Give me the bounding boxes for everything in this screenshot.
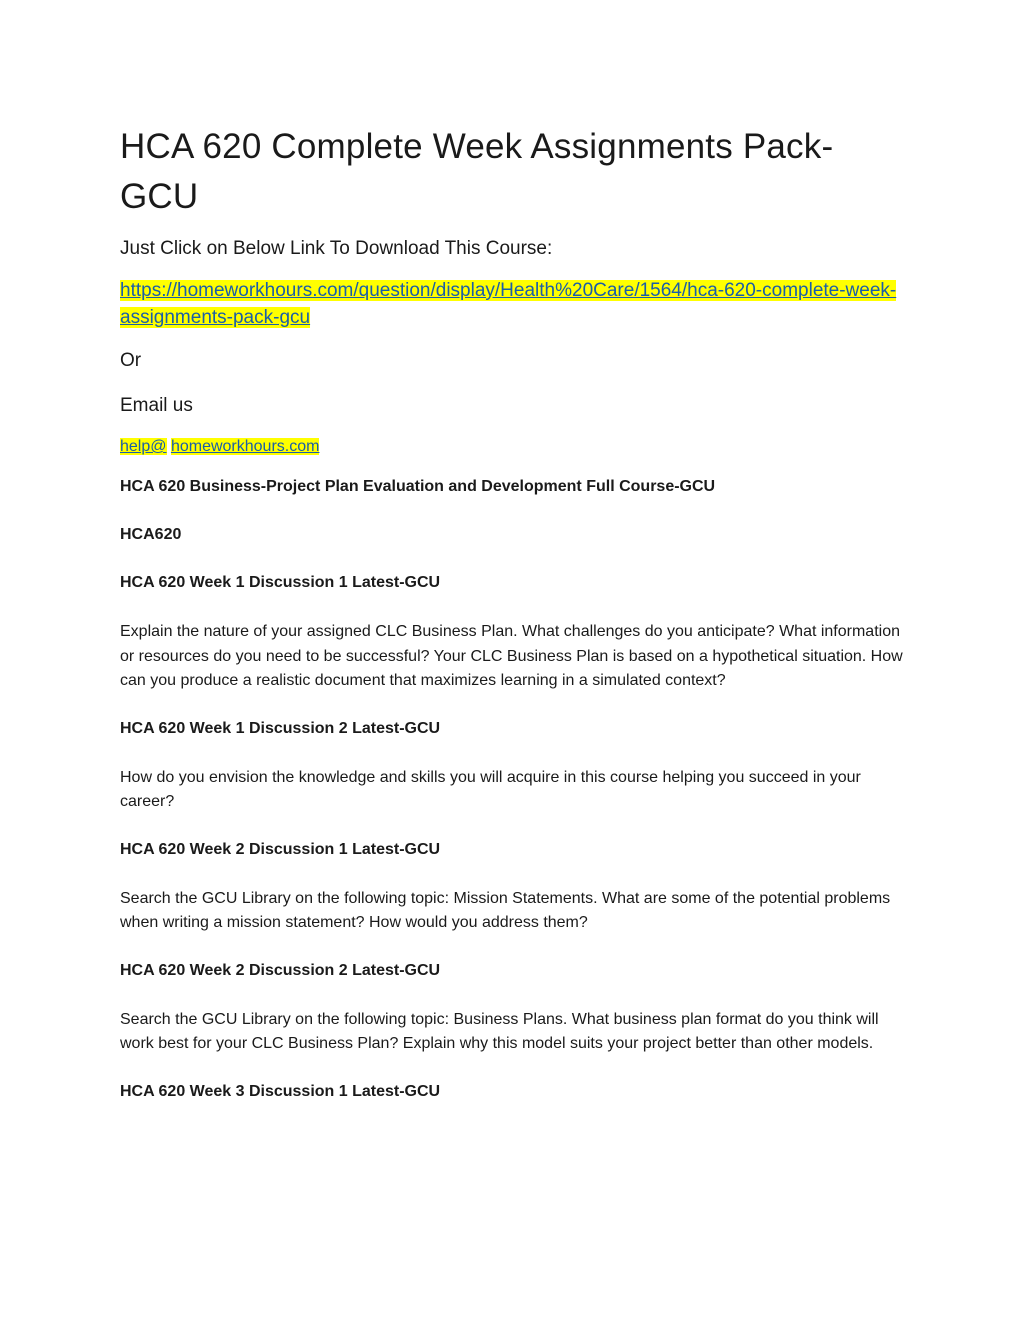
section-body: Explain the nature of your assigned CLC Business Plan. What challenges do you anticipate? What information or resources do you need to be successful? Your CLC Business Plan is based on a hypothetical situation. How can you produce a realistic document that maximizes learning in a simulated context? <box>120 623 903 689</box>
download-link[interactable]: https://homeworkhours.com/question/display/Health%20Care/1564/hca-620-complete-week-assignments-pack-gcu <box>120 280 897 328</box>
section-body: How do you envision the knowledge and skills you will acquire in this course helping you succeed in your career? <box>120 768 861 810</box>
download-intro: Just Click on Below Link To Download This Course: <box>120 238 553 259</box>
section-heading: HCA 620 Week 2 Discussion 1 Latest-GCU <box>120 840 441 858</box>
section-body: Search the GCU Library on the following topic: Mission Statements. What are some of the potential problems when writing a mission statement? How would you address them? <box>120 889 891 931</box>
section-heading: HCA 620 Week 3 Discussion 1 Latest-GCU <box>120 1082 441 1100</box>
email-domain-link[interactable]: homeworkhours.com <box>170 438 320 455</box>
course-code: HCA620 <box>120 526 182 543</box>
course-title: HCA 620 Business-Project Plan Evaluation and Development Full Course-GCU <box>120 478 716 495</box>
or-text: Or <box>120 350 142 371</box>
email-address <box>120 436 910 458</box>
document-title: HCA 620 Complete Week Assignments Pack-GCU <box>120 127 834 216</box>
section-heading: HCA 620 Week 1 Discussion 1 Latest-GCU <box>120 574 441 591</box>
download-link-block <box>120 277 910 331</box>
document-page <box>120 122 910 1129</box>
email-label: Email us <box>120 395 193 416</box>
email-user-link[interactable]: help@ <box>120 438 167 455</box>
section-heading: HCA 620 Week 1 Discussion 2 Latest-GCU <box>120 719 441 737</box>
section-body: Search the GCU Library on the following topic: Business Plans. What business plan format do you think will work best for your CLC Business Plan? Explain why this model suits your project better than other models. <box>120 1010 879 1052</box>
section-heading: HCA 620 Week 2 Discussion 2 Latest-GCU <box>120 961 441 979</box>
